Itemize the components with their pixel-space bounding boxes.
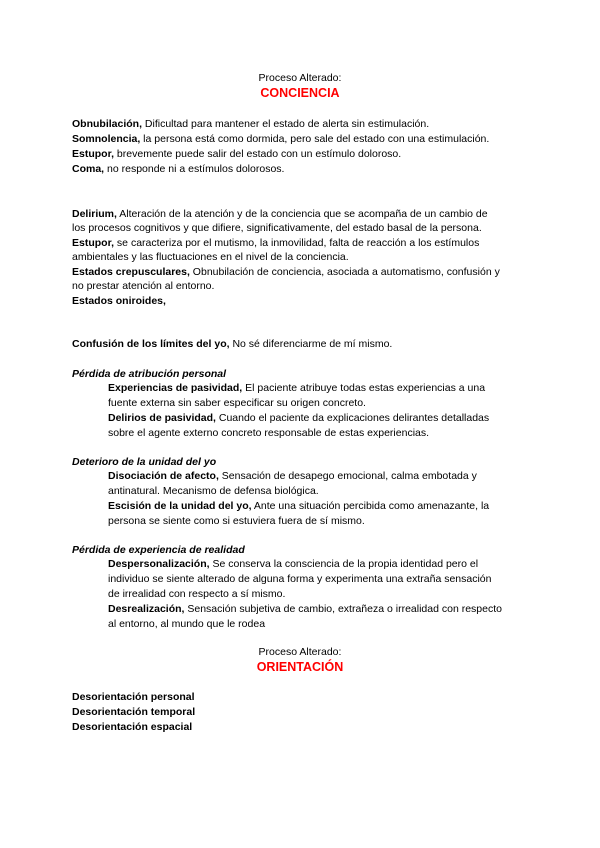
definition-line (72, 207, 532, 221)
description: Cuando el paciente da explicaciones delirantes detalladas (215, 412, 490, 424)
term: Estupor, (72, 237, 115, 249)
definition-line (72, 162, 532, 176)
definition-continuation: individuo se siente alterado de alguna forma y experimenta una extraña sensación (108, 573, 492, 585)
description: Ante una situación percibida como amenazante, la (251, 500, 490, 512)
term: Coma, (72, 163, 105, 175)
definition-continuation: de irrealidad con respecto a sí mismo. (108, 588, 286, 600)
definition-line (108, 499, 528, 513)
description: Obnubilación de conciencia, asociada a automatismo, confusión y (189, 266, 500, 278)
section-title: ORIENTACIÓN (256, 660, 344, 674)
description: brevemente puede salir del estado con un estímulo doloroso. (114, 148, 402, 160)
section-title: CONCIENCIA (260, 86, 340, 100)
term: Obnubilación, (72, 118, 142, 130)
subsection-heading: Deterioro de la unidad del yo (72, 456, 217, 468)
description: Sensación de desapego emocional, calma embotada y (218, 470, 477, 482)
definition-line (72, 236, 532, 250)
definition-line (108, 381, 528, 395)
term: Despersonalización, (108, 558, 210, 570)
definition-continuation: sobre el agente externo concreto responsable de estas experiencias. (108, 427, 430, 439)
term: Experiencias de pasividad, (108, 382, 243, 394)
definition-line (108, 602, 528, 616)
definition-line (72, 117, 532, 131)
definition-line (108, 411, 528, 425)
list-item: Desorientación personal (72, 691, 195, 703)
description: Sensación subjetiva de cambio, extrañeza o irrealidad con respecto (184, 603, 502, 615)
definition-line (72, 265, 532, 279)
definition-line (108, 469, 528, 483)
term: Estados crepusculares, (72, 266, 190, 278)
description: Alteración de la atención y de la conciencia que se acompaña de un cambio de (116, 208, 488, 220)
section-conciencia-header (0, 72, 600, 101)
term: Delirium, (72, 208, 117, 220)
definition-line (108, 557, 528, 571)
description: Se conserva la consciencia de la propia identidad pero el (209, 558, 479, 570)
section-orientacion-header (0, 646, 600, 675)
list-item: Desorientación temporal (72, 706, 196, 718)
definition-continuation: persona se siente como si estuviera fuera de sí mismo. (108, 515, 365, 527)
definition-line (72, 337, 532, 351)
term: Escisión de la unidad del yo, (108, 500, 252, 512)
definition-continuation: ambientales y las fluctuaciones en el nivel de la conciencia. (72, 251, 349, 263)
description: no responde ni a estímulos dolorosos. (104, 163, 285, 175)
description: la persona está como dormida, pero sale del estado con una estimulación. (140, 133, 490, 145)
list-item: Desorientación espacial (72, 721, 193, 733)
definition-line (72, 294, 532, 308)
term: Estupor, (72, 148, 115, 160)
term: Estados oniroides, (72, 295, 166, 307)
description: Dificultad para mantener el estado de alerta sin estimulación. (142, 118, 430, 130)
term: Desrealización, (108, 603, 185, 615)
definition-line (72, 147, 532, 161)
definition-continuation: antinatural. Mecanismo de defensa biológica. (108, 485, 319, 497)
process-label: Proceso Alterado: (258, 646, 342, 658)
term: Delirios de pasividad, (108, 412, 216, 424)
definition-continuation: al entorno, al mundo que le rodea (108, 618, 266, 630)
process-label: Proceso Alterado: (258, 72, 342, 84)
description: se caracteriza por el mutismo, la inmovilidad, falta de reacción a los estímulos (114, 237, 480, 249)
term: Confusión de los límites del yo, (72, 338, 230, 350)
definition-continuation: no prestar atención al entorno. (72, 280, 215, 292)
description: No sé diferenciarme de mí mismo. (229, 338, 393, 350)
subsection-heading: Pérdida de atribución personal (72, 368, 227, 380)
definition-continuation: fuente externa sin saber especificar su origen concreto. (108, 397, 366, 409)
term: Disociación de afecto, (108, 470, 219, 482)
definition-continuation: los procesos cognitivos y que difiere, significativamente, del estado basal de la persona. (72, 222, 482, 234)
term: Somnolencia, (72, 133, 141, 145)
subsection-heading: Pérdida de experiencia de realidad (72, 544, 245, 556)
definition-line (72, 132, 532, 146)
description: El paciente atribuye todas estas experiencias a una (242, 382, 486, 394)
